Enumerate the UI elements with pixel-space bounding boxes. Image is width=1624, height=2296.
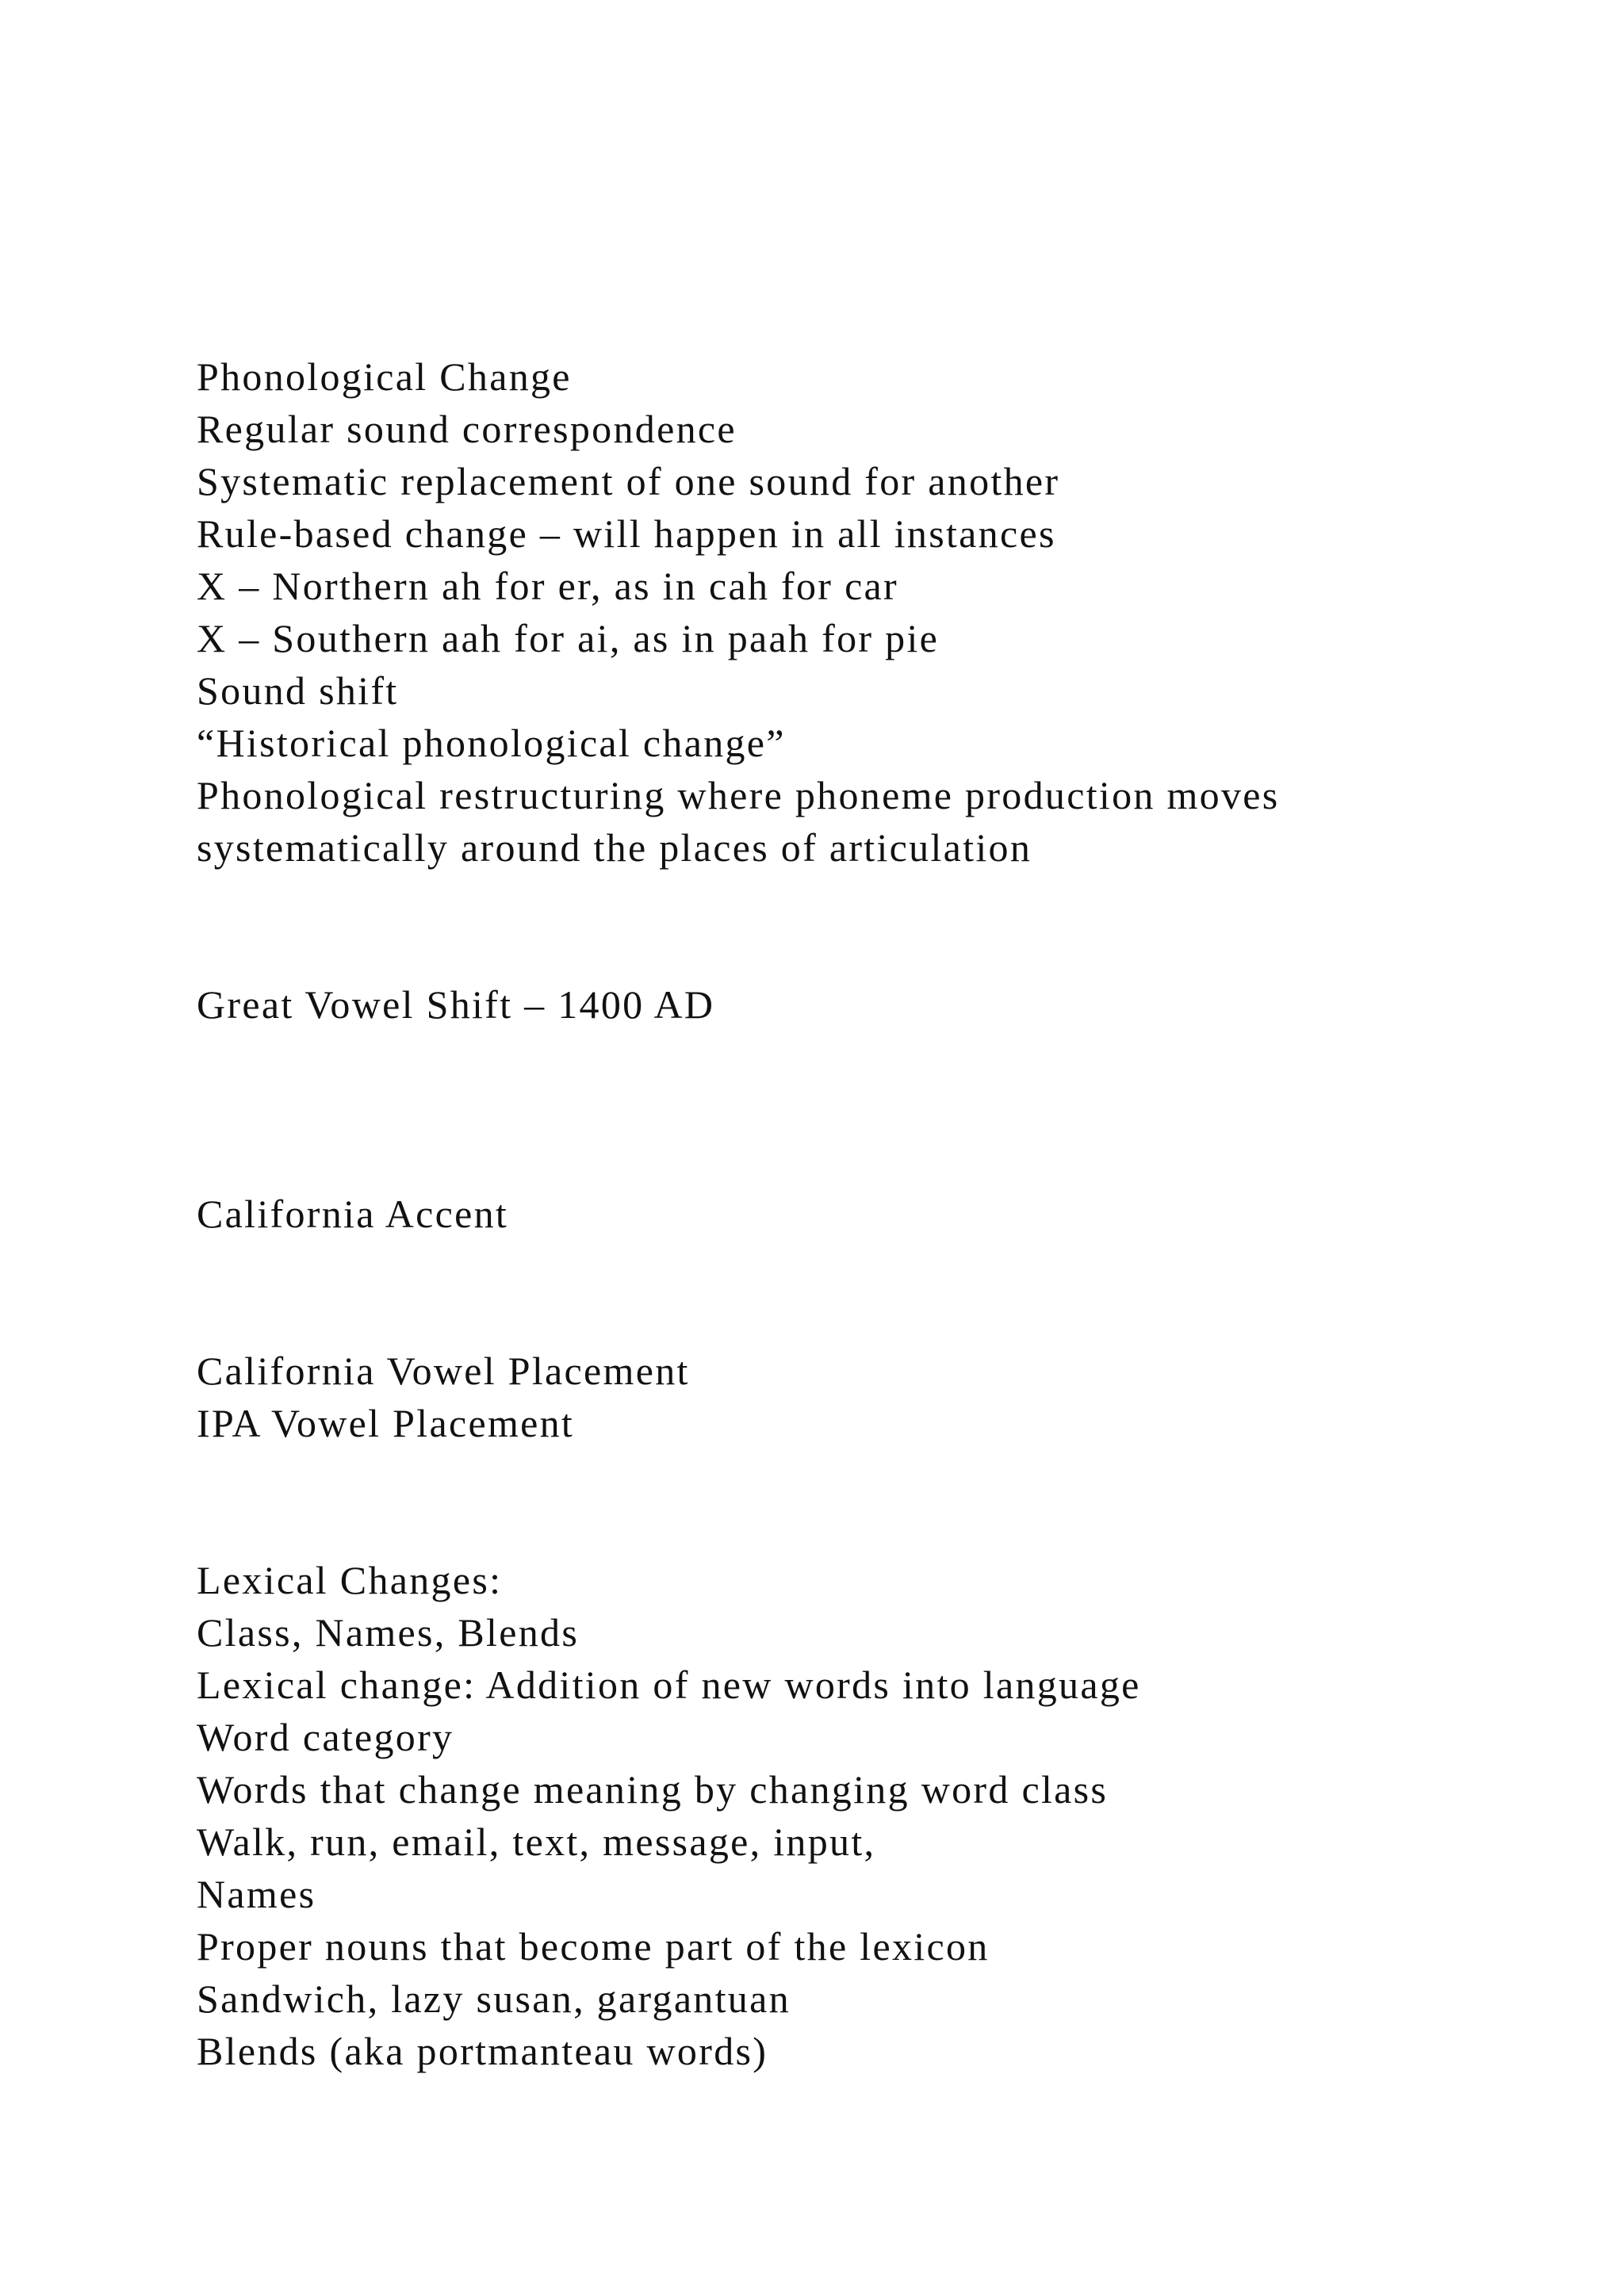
vowel-placement-section [197, 1345, 1592, 1449]
text-line: Regular sound correspondence [197, 407, 737, 451]
text-line: Proper nouns that become part of the lexicon [197, 1924, 990, 1969]
spacer [197, 1449, 1592, 1554]
text-line: Systematic replacement of one sound for another [197, 459, 1060, 503]
text-line: X – Southern aah for ai, as in paah for pie [197, 616, 940, 660]
section-heading-great-vowel-shift: Great Vowel Shift – 1400 AD [197, 982, 715, 1027]
lexical-changes-section [197, 1554, 1592, 2077]
text-line: IPA Vowel Placement [197, 1401, 575, 1445]
text-line: Rule-based change – will happen in all instances [197, 511, 1056, 556]
great-vowel-shift-section [197, 978, 1592, 1031]
section-heading-phonological-change: Phonological Change [197, 354, 572, 399]
text-line: Word category [197, 1715, 454, 1759]
text-line: systematically around the places of articulation [197, 825, 1032, 870]
california-accent-section [197, 1188, 1592, 1240]
spacer [197, 1031, 1592, 1188]
text-line: Names [197, 1872, 316, 1916]
section-heading-lexical-changes: Lexical Changes: [197, 1558, 503, 1602]
text-line: Phonological restructuring where phoneme production moves [197, 773, 1280, 817]
text-line: Blends (aka portmanteau words) [197, 2029, 768, 2073]
text-line: Lexical change: Addition of new words into language [197, 1663, 1141, 1707]
spacer [197, 874, 1592, 978]
spacer [197, 1240, 1592, 1345]
text-line: “Historical phonological change” [197, 721, 786, 765]
phonological-change-section [197, 350, 1592, 874]
text-line: Sound shift [197, 668, 399, 713]
text-line: Sandwich, lazy susan, gargantuan [197, 1976, 791, 2021]
text-line: Words that change meaning by changing word class [197, 1767, 1109, 1812]
text-line: Walk, run, email, text, message, input, [197, 1820, 876, 1864]
section-heading-california-accent: California Accent [197, 1192, 509, 1236]
text-line: Class, Names, Blends [197, 1610, 580, 1655]
text-line: X – Northern ah for er, as in cah for car [197, 564, 898, 608]
document-body [197, 350, 1592, 2077]
section-heading-california-vowel-placement: California Vowel Placement [197, 1349, 690, 1393]
